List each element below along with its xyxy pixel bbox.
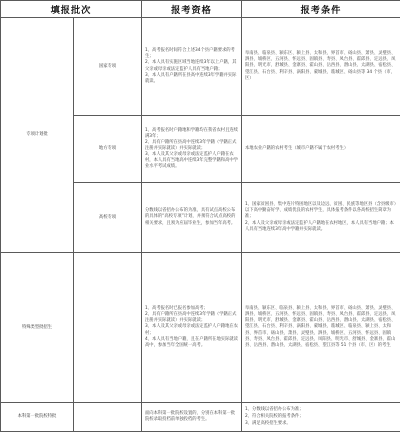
sub-batch-cell xyxy=(74,253,142,403)
qualification-cell: 1、高考报名时户籍地和学籍均在我省农村且连续满3年； 2、具有户籍所在县高中连续3年学籍（学籍正式注册并实际就读）并实际就读； 3、本人及其父亲或母亲或法定监护人户籍在农村，本人具有当地高中连续3年完整学籍和高中学业水平考试成绩。 xyxy=(142,116,242,183)
sub-batch-cell: 地方专项 xyxy=(74,116,142,183)
qualification-cell: 面向本科第一批院校设置的，分别在本科第一批院校录取投档前单独投档的考生。 xyxy=(142,403,242,432)
sub-batch-cell: 国家专项 xyxy=(74,18,142,116)
sub-batch-cell: 高校专项 xyxy=(74,183,142,253)
table-row xyxy=(1,253,400,403)
header-conditions: 报考条件 xyxy=(242,1,400,18)
condition-cell: 本地农业户籍的农村考生（城市户籍不属于农村考生） xyxy=(242,116,400,183)
sub-batch-cell xyxy=(74,403,142,432)
qualification-cell: 分数线以省招办公布的为准，具有试点高校公布的具体的“高校专项”计划，并须符合试点高校的相关要求，且须为应届毕业生，参加当年高考。 xyxy=(142,183,242,253)
qualification-cell: 1、高考报名时间符合上述34个县户籍要求的考生； 2、本人具有实施区域当地连续3年以上户籍，其父亲或母亲或法定监护人具有当地户籍； 3、本人具有户籍所在县高中连续3年学籍并实际就读。 xyxy=(142,18,242,116)
condition-cell: 1、分数线以省招办公布为准； 2、符合相关院校的报考条件； 3、满足高校招生要求。 xyxy=(242,403,400,432)
header-row xyxy=(1,1,400,18)
qualification-cell: 1、高考报名时已报名参加高考； 2、具有户籍所在县高中连续3年学籍（学籍正式注册并实际就读）并实际就读； 3、本人及其父亲或母亲或法定监护人户籍地在农村； 4、本人具有当地户籍，且在户籍所在地实际就读高中，参加当年全国统一高考。 xyxy=(142,253,242,403)
header-qualification: 报考资格 xyxy=(142,1,242,18)
table-row xyxy=(1,18,400,116)
batch-cell: 本科第一批院校特批 xyxy=(1,403,74,432)
header-batch: 填报批次 xyxy=(1,1,142,18)
condition-cell: 1、国家贫困县、集中连片特困地区以及边远、贫困、民族等地区县（含县级市）以下高中勤奋好学、成绩优良的农村学生，具体报考条件以各高校招生简章为准； 2、本人及父亲或母亲或法定监护人户籍地在农村地区，本人具有当地户籍；本人具有当地连续3年高中学籍并实际就读。 xyxy=(242,183,400,253)
batch-cell: 专项计划批 xyxy=(1,18,74,253)
condition-cell: 阜南县、临泉县、颍东区、颍上县、太和县、界首市、砀山县、萧县、灵璧县、泗县、埇桥区、五河县、怀远县、固镇县、寿县、凤台县、霍邱县、定远县、凤阳县、明光市、舒城县、金寨县、霍山县、岳西县、潜山县、太湖县、宿松县、望江县、石台县、利辛县、涡阳县、蒙城县、谯城区、砀山县等 34 个县（市、区） xyxy=(242,18,400,116)
condition-cell: 阜南县、颍东区、临泉县、颍上县、太和县、界首市、砀山县、萧县、灵璧县、泗县、埇桥区、五河县、怀远县、固镇县、寿县、凤台县、霍邱县、定远县、凤阳县、明光市、舒城县、金寨县、霍山县、岳西县、潜山县、太湖县、宿松县、望江县、石台县、利辛县、涡阳县、蒙城县、谯城区、临泉县、颍上县、太和县、界首市、砀山县、萧县、灵璧县、泗县、埇桥区、五河县、怀远县、固镇县、寿县、凤台县、霍邱县、定远县、凤阳县、明光市、舒城县、金寨县、霍山县、岳西县、潜山县、太湖县、宿松县、望江县等 51 个县（市、区）的考生 xyxy=(242,253,400,403)
table-row xyxy=(1,403,400,432)
batch-cell: 特殊类型批招生 xyxy=(1,253,74,403)
